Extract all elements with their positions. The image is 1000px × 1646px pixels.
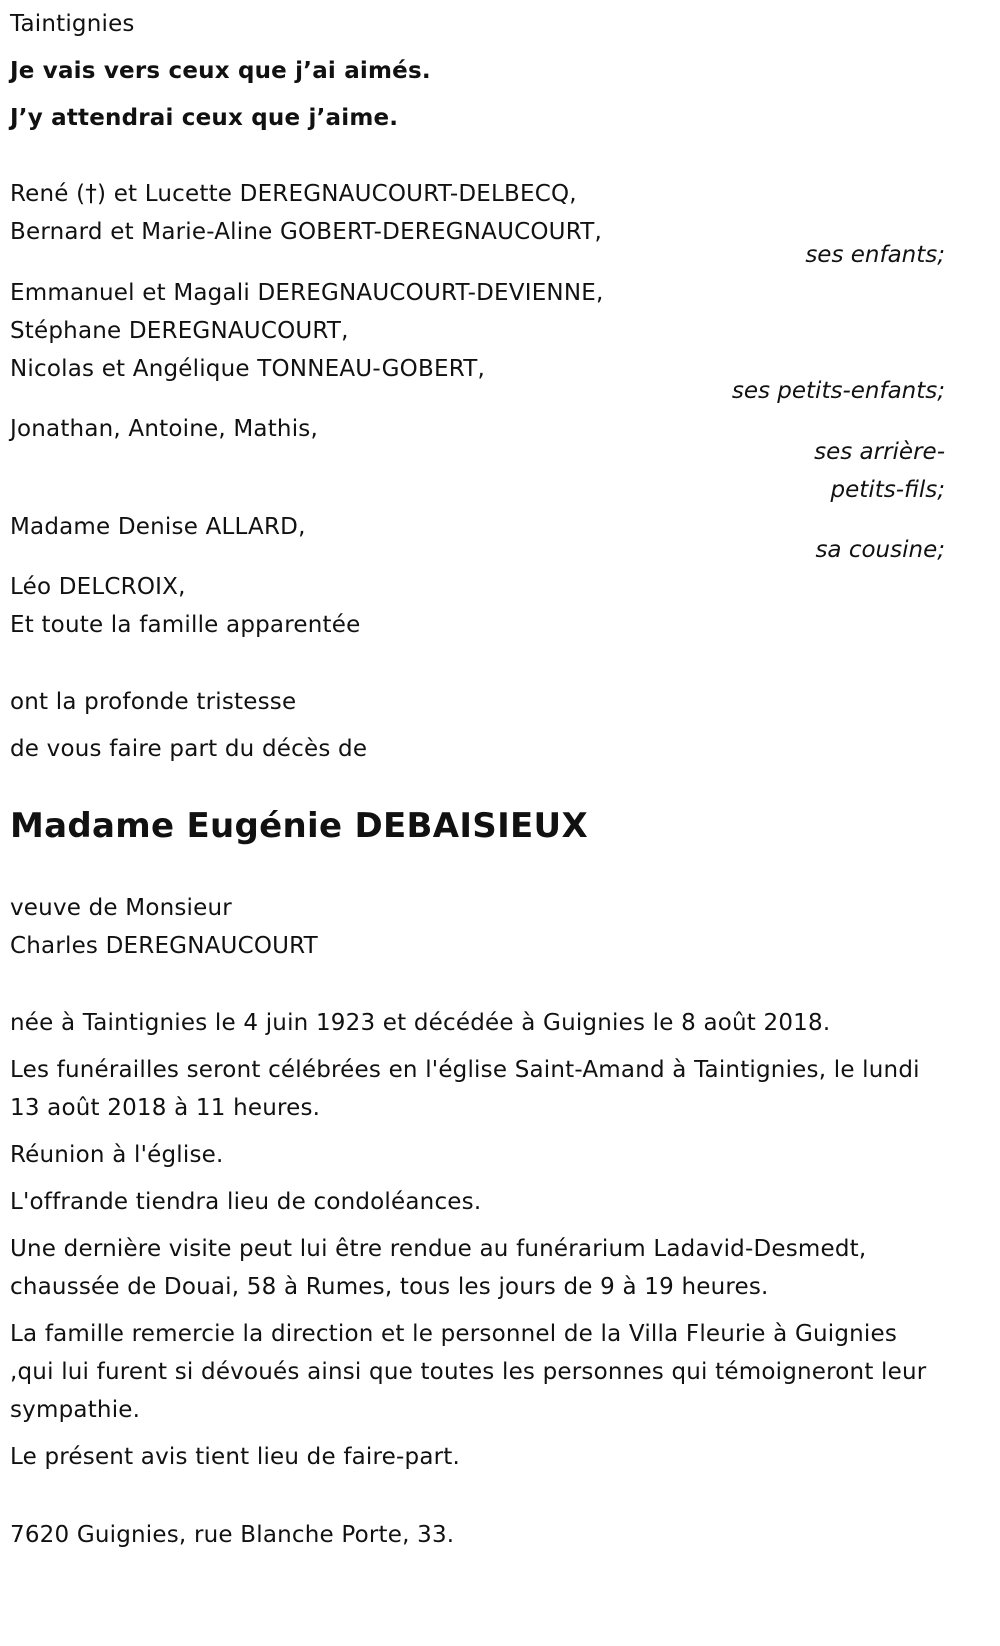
deceased-heading [10,804,945,848]
family-name-line: Madame Denise ALLARD, [10,514,306,540]
family-name-line: Léo DELCROIX, [10,574,186,600]
place-name: Taintignies [10,11,135,37]
detail-notice: Le présent avis tient lieu de faire-part. [10,1444,461,1470]
detail-gathering: Réunion à l'église. [10,1142,224,1168]
family-grandchildren [10,274,945,388]
family-name-line: René (†) et Lucette DEREGNAUCOURT-DELBECQ, [10,181,577,207]
widow-line-1: veuve de Monsieur [10,895,232,921]
announcement-line-1: ont la profonde tristesse [10,689,297,715]
family-name-line: Bernard et Marie-Aline GOBERT-DEREGNAUCOURT, [10,219,602,245]
relation-great-grandchildren-line-2: petits-fils; [830,477,945,503]
address-block [10,1516,945,1554]
announcement-line-2: de vous faire part du décès de [10,736,368,762]
announcement [10,683,945,721]
family-name-line: Et toute la famille apparentée [10,612,361,638]
verse-line-1: Je vais vers ceux que j’ai aimés. [10,58,431,84]
deceased-name: Madame Eugénie DEBAISIEUX [10,806,588,846]
verse-2-container [10,99,945,137]
verse [10,52,945,90]
announcement-2-container [10,730,945,768]
relation-grandchildren: ses petits-enfants; [731,378,945,404]
widow-line-2: Charles DEREGNAUCOURT [10,933,318,959]
obituary-header [10,5,945,43]
family-name-line: Stéphane DEREGNAUCOURT, [10,318,349,344]
detail-birth-death: née à Taintignies le 4 juin 1923 et décédée à Guignies le 8 août 2018. [10,1010,831,1036]
relation-children: ses enfants; [805,242,945,268]
detail-visit: Une dernière visite peut lui être rendue au funérarium Ladavid-Desmedt, chaussée de Douai, 58 à Rumes, tous les jours de 9 à 19 heures. [10,1236,867,1300]
verse-line-2: J’y attendrai ceux que j’aime. [10,105,399,131]
detail-funeral: Les funérailles seront célébrées en l'église Saint-Amand à Taintignies, le lundi 13 août 2018 à 11 heures. [10,1057,920,1121]
details [10,1004,945,1476]
detail-offering: L'offrande tiendra lieu de condoléances. [10,1189,482,1215]
relation-great-grandchildren-line-1: ses arrière- [814,439,945,465]
family-cousin [10,508,945,546]
detail-thanks: La famille remercie la direction et le personnel de la Villa Fleurie à Guignies ,qui lui furent si dévoués ainsi que toutes les personnes qui témoigneront leur sympathie. [10,1321,927,1423]
widow-of [10,889,945,965]
family-others [10,568,945,644]
address: 7620 Guignies, rue Blanche Porte, 33. [10,1522,455,1548]
family-great-grandchildren [10,410,945,448]
family-name-line: Emmanuel et Magali DEREGNAUCOURT-DEVIENNE, [10,280,604,306]
relation-cousin: sa cousine; [815,537,945,563]
family-name-line: Jonathan, Antoine, Mathis, [10,416,318,442]
family-name-line: Nicolas et Angélique TONNEAU-GOBERT, [10,356,485,382]
